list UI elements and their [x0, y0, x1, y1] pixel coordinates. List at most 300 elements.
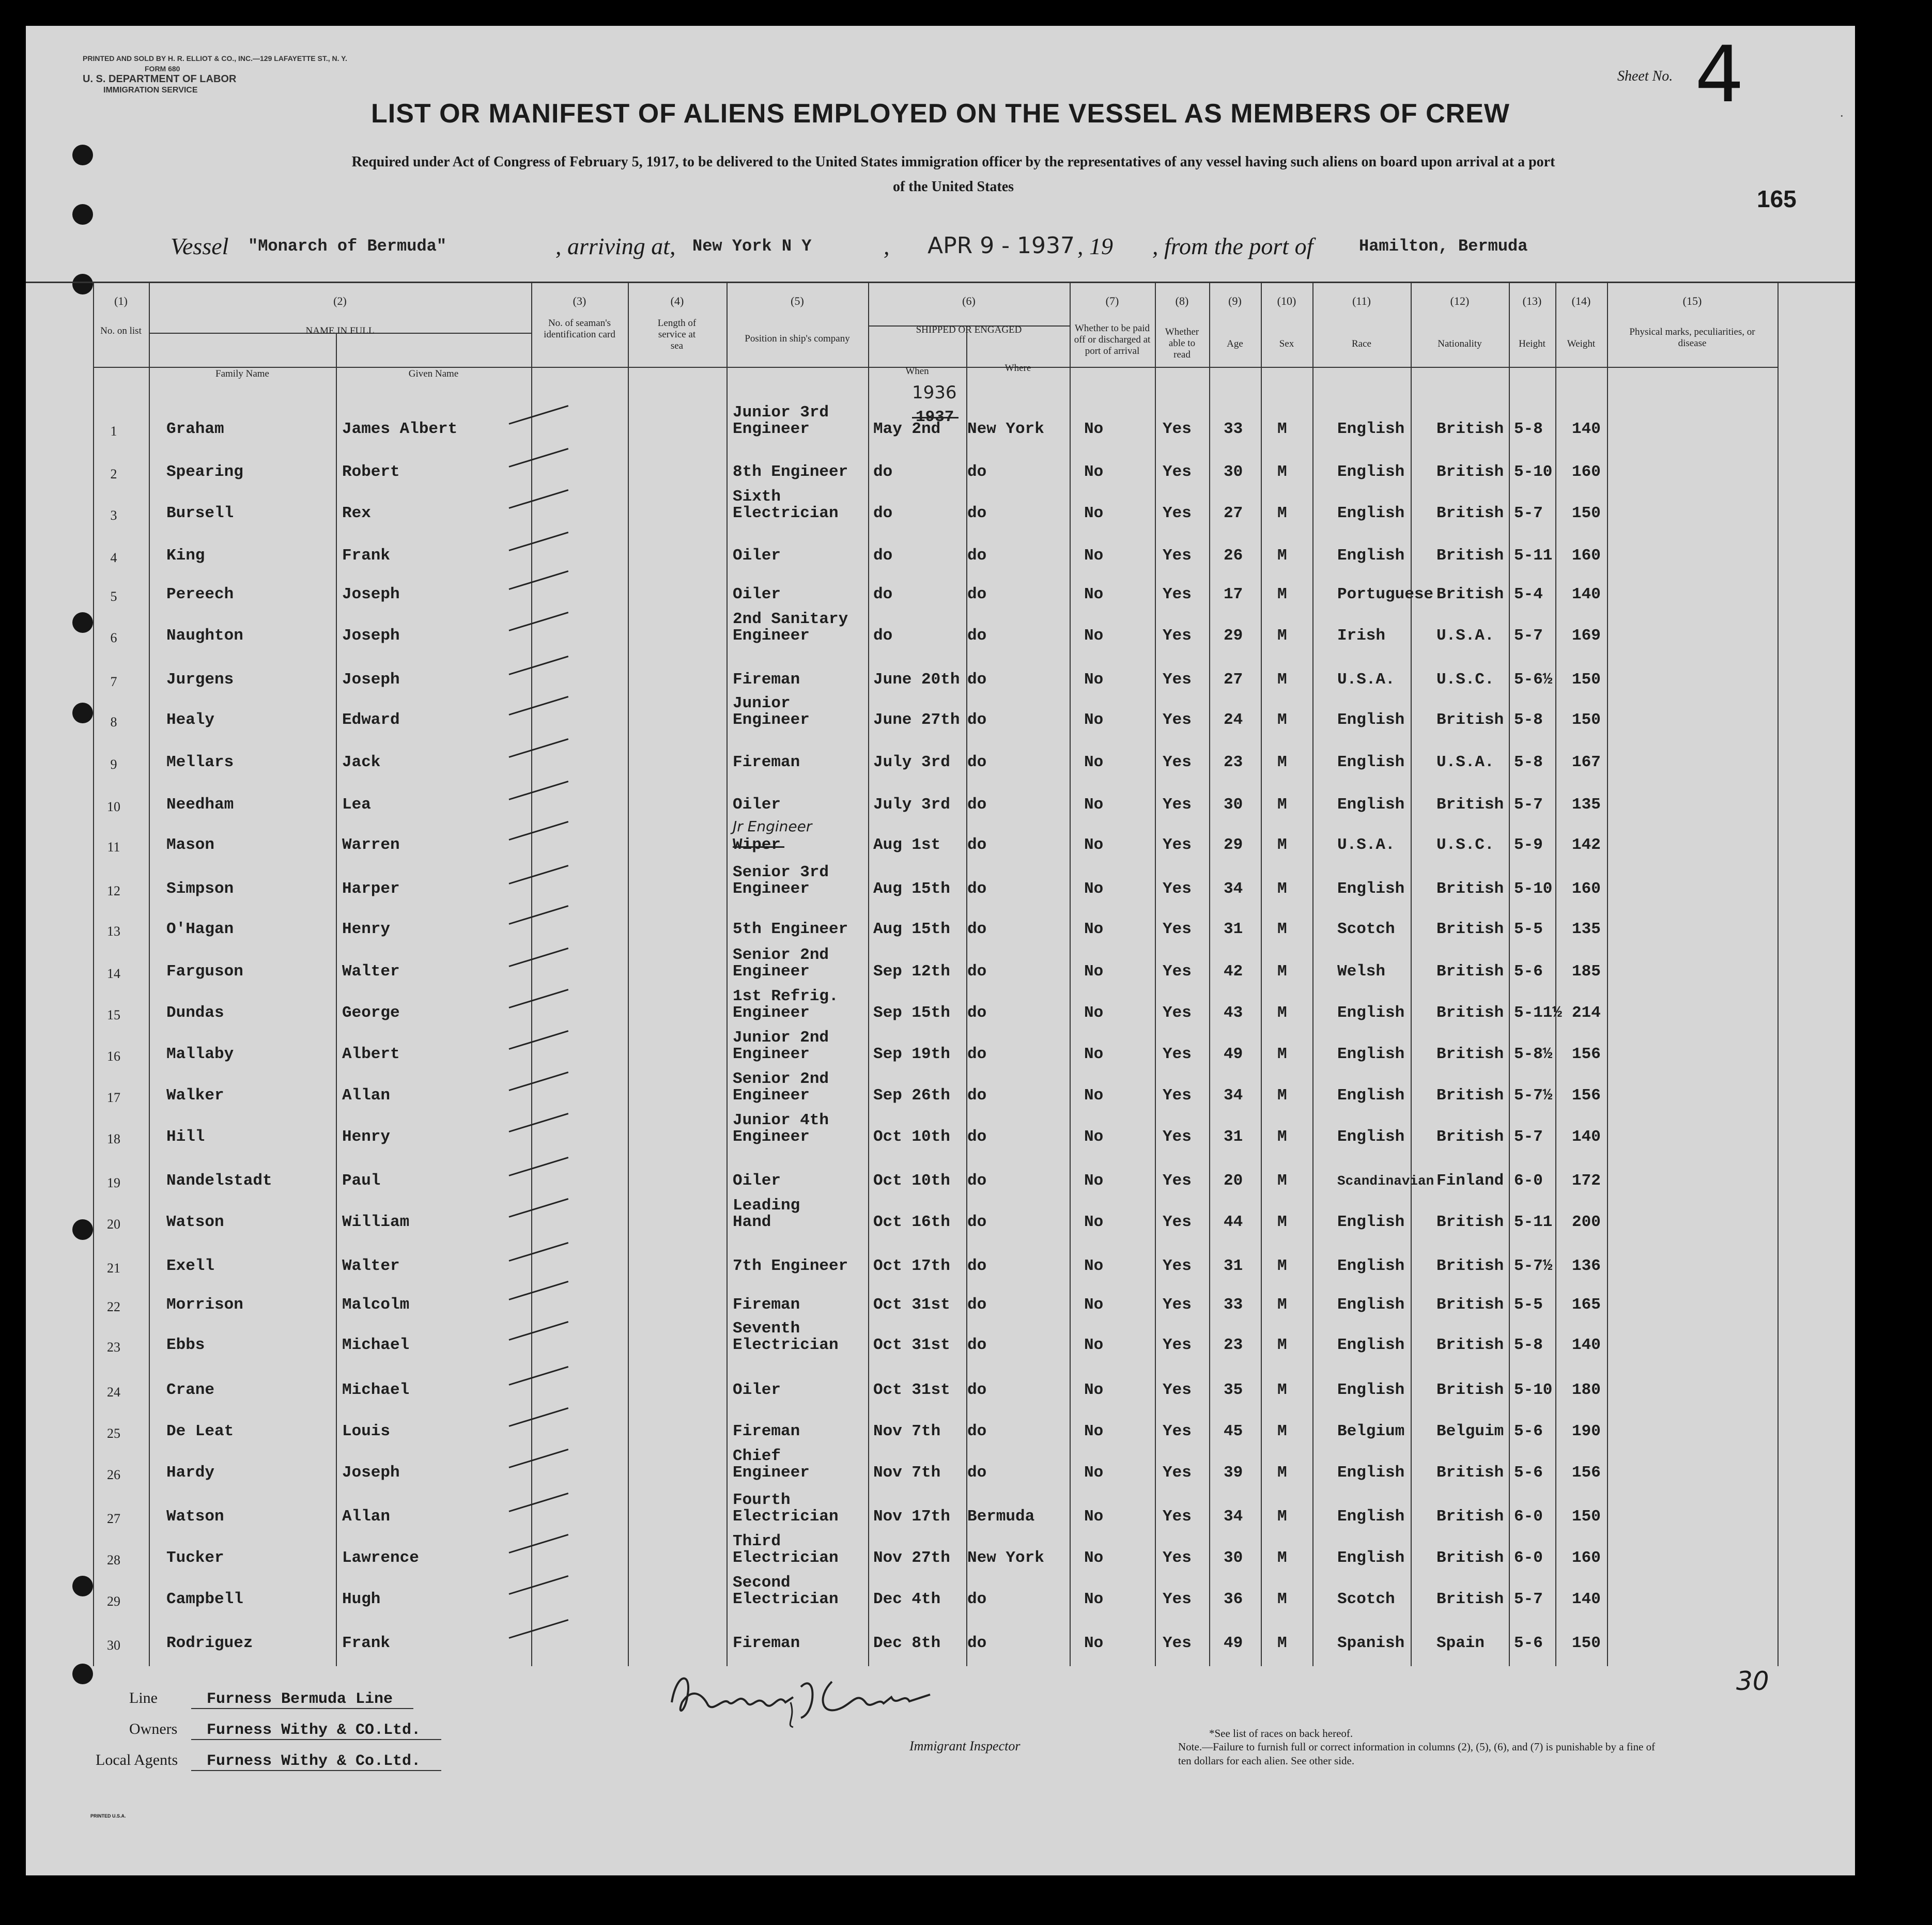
cell-paid: No — [1084, 1045, 1104, 1063]
cell-paid: No — [1084, 1213, 1104, 1231]
cell-weight: 142 — [1572, 836, 1601, 854]
cell-age: 26 — [1224, 547, 1243, 565]
cell-height: 5-11 — [1514, 547, 1553, 565]
table-row — [26, 537, 1855, 579]
cell-family: Hill — [166, 1128, 205, 1146]
year-label: , 19 — [1077, 233, 1113, 259]
cell-height: 5-11½ — [1514, 1004, 1563, 1022]
agents-value: Furness Withy & Co.Ltd. — [191, 1752, 441, 1771]
cell-height: 6-0 — [1514, 1172, 1543, 1190]
cell-age: 29 — [1224, 836, 1243, 854]
cell-pos1: Seventh — [733, 1319, 800, 1338]
cell-weight: 156 — [1572, 1045, 1601, 1063]
cell-given: Lawrence — [342, 1549, 419, 1567]
header-weight: Weight — [1567, 338, 1596, 349]
table-row — [26, 661, 1855, 703]
sheet-number-value: 4 — [1695, 30, 1744, 120]
cell-pos2: Oiler — [733, 585, 781, 603]
cell-race: English — [1337, 880, 1405, 898]
cell-where: do — [967, 1004, 987, 1022]
date-stamp: APR 9 - 1937 — [928, 232, 1075, 259]
cell-pos2: Engineer — [733, 880, 810, 898]
cell-read: Yes — [1163, 671, 1192, 689]
cell-when: Aug 1st — [873, 836, 941, 854]
row-number: 1 — [110, 424, 117, 439]
cell-age: 27 — [1224, 504, 1243, 522]
cell-where: do — [967, 1634, 987, 1652]
cell-pos2: Engineer — [733, 962, 810, 981]
cell-given: Paul — [342, 1172, 381, 1190]
handwritten-tally: 30 — [1736, 1666, 1769, 1696]
col-num: (11) — [1352, 294, 1371, 307]
cell-pos2: Engineer — [733, 420, 810, 438]
row-number: 3 — [110, 508, 117, 523]
sheet-number-label: Sheet No. — [1617, 68, 1673, 84]
cell-race: English — [1337, 504, 1405, 522]
id-card-tick-mark — [509, 1366, 569, 1386]
cell-age: 36 — [1224, 1590, 1243, 1608]
table-row — [26, 1625, 1855, 1666]
cell-family: Watson — [166, 1508, 224, 1526]
cell-given: Warren — [342, 836, 400, 854]
cell-sex: M — [1277, 1296, 1287, 1314]
table-row — [26, 1532, 1855, 1581]
cell-sex: M — [1277, 1336, 1287, 1354]
cell-nat: British — [1436, 1257, 1504, 1275]
cell-race: English — [1337, 1128, 1405, 1146]
cell-pos2: Engineer — [733, 1086, 810, 1105]
cell-race: English — [1337, 1257, 1405, 1275]
cell-read: Yes — [1163, 1045, 1192, 1063]
cell-pos1: Senior 3rd — [733, 863, 829, 881]
cell-age: 33 — [1224, 1296, 1243, 1314]
cell-family: Nandelstadt — [166, 1172, 272, 1190]
cell-where: do — [967, 627, 987, 645]
cell-weight: 214 — [1572, 1004, 1601, 1022]
cell-read: Yes — [1163, 1508, 1192, 1526]
header-length-service: Length of service at sea — [657, 318, 697, 351]
cell-sex: M — [1277, 880, 1287, 898]
cell-weight: 150 — [1572, 671, 1601, 689]
cell-when: June 20th — [873, 671, 960, 689]
cell-height: 5-10 — [1514, 1381, 1553, 1399]
cell-sex: M — [1277, 1464, 1287, 1482]
header-position: Position in ship's company — [745, 333, 850, 344]
cell-given: Lea — [342, 796, 371, 814]
agents-label: Local Agents — [96, 1751, 178, 1768]
cell-family: Bursell — [166, 504, 234, 522]
line-value: Furness Bermuda Line — [191, 1690, 413, 1709]
cell-when: Oct 16th — [873, 1213, 950, 1231]
cell-pos2: Fireman — [733, 1296, 800, 1314]
cell-height: 5-10 — [1514, 880, 1553, 898]
cell-nat: British — [1436, 463, 1504, 481]
cell-sex: M — [1277, 1549, 1287, 1567]
cell-when: Dec 4th — [873, 1590, 941, 1608]
cell-sex: M — [1277, 836, 1287, 854]
cell-pos2: 7th Engineer — [733, 1257, 848, 1275]
cell-pos2: Oiler — [733, 1381, 781, 1399]
cell-nat: British — [1436, 920, 1504, 938]
cell-paid: No — [1084, 1296, 1104, 1314]
cell-family: De Leat — [166, 1422, 234, 1440]
cell-height: 5-8 — [1514, 753, 1543, 771]
cell-given: Edward — [342, 711, 400, 729]
cell-paid: No — [1084, 920, 1104, 938]
table-row — [26, 1491, 1855, 1540]
page-title: LIST OR MANIFEST OF ALIENS EMPLOYED ON THE VESSEL AS MEMBERS OF CREW — [371, 99, 1510, 129]
header-when: When — [905, 366, 929, 377]
col-num: (3) — [573, 294, 586, 307]
cell-sex: M — [1277, 547, 1287, 565]
cell-pos1: Third — [733, 1532, 781, 1550]
cell-where: New York — [967, 420, 1044, 438]
cell-read: Yes — [1163, 1422, 1192, 1440]
cell-height: 5-5 — [1514, 920, 1543, 938]
row-number: 28 — [107, 1553, 120, 1567]
cell-read: Yes — [1163, 711, 1192, 729]
cell-given: Harper — [342, 880, 400, 898]
header-age: Age — [1227, 338, 1243, 349]
cell-pos1: Junior 3rd — [733, 403, 829, 422]
cell-height: 5-9 — [1514, 836, 1543, 854]
cell-sex: M — [1277, 1128, 1287, 1146]
cell-pos2: Electrician — [733, 504, 839, 522]
table-row — [26, 1372, 1855, 1413]
cell-nat: British — [1436, 880, 1504, 898]
cell-weight: 160 — [1572, 463, 1601, 481]
cell-pos2: Electrician — [733, 1549, 839, 1567]
cell-when: Sep 12th — [873, 962, 950, 981]
cell-when: July 3rd — [873, 753, 950, 771]
row-number: 24 — [107, 1385, 120, 1400]
cell-when: Sep 19th — [873, 1045, 950, 1063]
table-row — [26, 694, 1855, 743]
cell-where: do — [967, 920, 987, 938]
cell-when: do — [873, 504, 893, 522]
table-top-rule — [26, 282, 1855, 283]
table-row — [26, 1248, 1855, 1289]
cell-where: do — [967, 962, 987, 981]
cell-age: 24 — [1224, 711, 1243, 729]
cell-paid: No — [1084, 880, 1104, 898]
cell-weight: 180 — [1572, 1381, 1601, 1399]
cell-when: Nov 27th — [873, 1549, 950, 1567]
cell-read: Yes — [1163, 1336, 1192, 1354]
cell-weight: 140 — [1572, 1128, 1601, 1146]
header-marks: Physical marks, peculiarities, or disease — [1629, 327, 1755, 349]
cell-sex: M — [1277, 1508, 1287, 1526]
cell-pos2: Engineer — [733, 1045, 810, 1063]
cell-where: do — [967, 504, 987, 522]
table-row — [26, 454, 1855, 495]
table-row — [26, 1162, 1855, 1204]
cell-sex: M — [1277, 671, 1287, 689]
footer-line-row — [129, 1689, 413, 1708]
cell-nat: British — [1436, 1590, 1504, 1608]
cell-nat: U.S.A. — [1436, 627, 1494, 645]
cell-weight: 150 — [1572, 504, 1601, 522]
row-number: 2 — [110, 467, 117, 482]
cell-race: Spanish — [1337, 1634, 1405, 1652]
cell-age: 39 — [1224, 1464, 1243, 1482]
id-card-tick-mark — [509, 405, 569, 425]
cell-sex: M — [1277, 1634, 1287, 1652]
cell-given: Henry — [342, 920, 391, 938]
cell-family: Mason — [166, 836, 215, 854]
cell-paid: No — [1084, 962, 1104, 981]
cell-sex: M — [1277, 504, 1287, 522]
subtitle — [165, 150, 1741, 199]
cell-nat: Spain — [1436, 1634, 1485, 1652]
cell-when: Oct 31st — [873, 1296, 950, 1314]
cell-when: Oct 31st — [873, 1381, 950, 1399]
cell-pos1: Chief — [733, 1447, 781, 1465]
subtitle-line-2: of the United States — [892, 179, 1014, 195]
cell-paid: No — [1084, 1590, 1104, 1608]
from-port: Hamilton, Bermuda — [1359, 237, 1528, 256]
header-family-name: Family Name — [215, 368, 269, 379]
race-note: *See list of races on back hereof. — [1209, 1727, 1353, 1740]
cell-nat: British — [1436, 1128, 1504, 1146]
table-row — [26, 1447, 1855, 1496]
row-number: 18 — [107, 1131, 120, 1146]
header-where: Where — [1004, 363, 1031, 374]
cell-pos2: Electrician — [733, 1336, 839, 1354]
cell-race: English — [1337, 1045, 1405, 1063]
table-row — [26, 1286, 1855, 1328]
cell-where: do — [967, 1128, 987, 1146]
table-row — [26, 987, 1855, 1036]
cell-nat: British — [1436, 1464, 1504, 1482]
cell-height: 5-8 — [1514, 420, 1543, 438]
cell-when: Oct 10th — [873, 1172, 950, 1190]
cell-when: Aug 15th — [873, 880, 950, 898]
cell-race: English — [1337, 420, 1405, 438]
table-row — [26, 1574, 1855, 1622]
row-number: 7 — [110, 674, 117, 689]
cell-weight: 156 — [1572, 1464, 1601, 1482]
cell-when: Sep 15th — [873, 1004, 950, 1022]
header-shipped: SHIPPED OR ENGAGED — [916, 324, 1022, 335]
penalty-note: Note.—Failure to furnish full or correct information in columns (2), (5), (6), and (7) is punishable by a fine of ten dollars for each alien. See other side. — [1178, 1741, 1656, 1767]
cell-age: 34 — [1224, 1086, 1243, 1105]
cell-given: Joseph — [342, 585, 400, 603]
cell-family: O'Hagan — [166, 920, 234, 938]
subtitle-line-1: Required under Act of Congress of February 5, 1917, to be delivered to the United States immigration officer by the representatives of any vessel having such aliens on board upon arrival at a port — [351, 154, 1555, 170]
row-number: 29 — [107, 1594, 120, 1609]
arriving-port: New York N Y — [692, 237, 812, 256]
cell-race: Scotch — [1337, 1590, 1395, 1608]
cell-height: 5-7½ — [1514, 1257, 1553, 1275]
cell-family: Spearing — [166, 463, 243, 481]
table-row — [26, 744, 1855, 785]
typed-year: 1937 — [916, 408, 954, 426]
cell-given: Walter — [342, 962, 400, 981]
cell-race: English — [1337, 1464, 1405, 1482]
table-row — [26, 786, 1855, 828]
cell-age: 34 — [1224, 1508, 1243, 1526]
cell-family: Tucker — [166, 1549, 224, 1567]
cell-when: do — [873, 627, 893, 645]
cell-nat: British — [1436, 1296, 1504, 1314]
cell-pos2: Engineer — [733, 711, 810, 729]
cell-family: Needham — [166, 796, 234, 814]
line-label: Line — [129, 1689, 158, 1706]
col-num: (9) — [1228, 294, 1242, 307]
cell-family: Campbell — [166, 1590, 243, 1608]
cell-pos2: Hand — [733, 1213, 771, 1231]
cell-when: do — [873, 463, 893, 481]
cell-pos1: Jr Engineer — [733, 818, 812, 835]
cell-family: Pereech — [166, 585, 234, 603]
cell-read: Yes — [1163, 420, 1192, 438]
service-name: IMMIGRATION SERVICE — [103, 86, 198, 95]
cell-weight: 140 — [1572, 1336, 1601, 1354]
cell-race: English — [1337, 1336, 1405, 1354]
row-number: 4 — [110, 550, 117, 565]
cell-family: Naughton — [166, 627, 243, 645]
manifest-sheet — [26, 26, 1855, 1875]
cell-height: 5-7 — [1514, 796, 1543, 814]
cell-pos1: Leading — [733, 1197, 800, 1215]
inspector-label: Immigrant Inspector — [909, 1738, 1021, 1753]
cell-where: do — [967, 671, 987, 689]
cell-height: 5-10 — [1514, 463, 1553, 481]
cell-given: Joseph — [342, 627, 400, 645]
cell-pos2: Fireman — [733, 1422, 800, 1440]
cell-sex: M — [1277, 1045, 1287, 1063]
cell-pos1: Junior 4th — [733, 1111, 829, 1129]
cell-paid: No — [1084, 627, 1104, 645]
cell-pos1: Sixth — [733, 488, 781, 506]
cell-sex: M — [1277, 711, 1287, 729]
cell-where: do — [967, 1172, 987, 1190]
cell-weight: 136 — [1572, 1257, 1601, 1275]
cell-age: 29 — [1224, 627, 1243, 645]
cell-weight: 172 — [1572, 1172, 1601, 1190]
cell-age: 30 — [1224, 463, 1243, 481]
cell-read: Yes — [1163, 1549, 1192, 1567]
cell-nat: British — [1436, 420, 1504, 438]
cell-height: 5-7½ — [1514, 1086, 1553, 1105]
owners-label: Owners — [129, 1720, 178, 1737]
cell-when: May 2nd — [873, 420, 941, 438]
cell-given: Michael — [342, 1336, 410, 1354]
cell-age: 23 — [1224, 1336, 1243, 1354]
cell-weight: 185 — [1572, 962, 1601, 981]
comma: , — [884, 233, 890, 259]
cell-sex: M — [1277, 1086, 1287, 1105]
header-name-in-full: NAME IN FULL — [305, 325, 375, 336]
cell-where: do — [967, 1045, 987, 1063]
cell-nat: British — [1436, 547, 1504, 565]
header-race: Race — [1352, 338, 1371, 349]
cell-height: 5-7 — [1514, 1128, 1543, 1146]
table-row — [26, 1197, 1855, 1245]
cell-height: 5-6 — [1514, 1634, 1543, 1652]
cell-pos2: 5th Engineer — [733, 920, 848, 938]
cell-family: Healy — [166, 711, 215, 729]
cell-where: do — [967, 836, 987, 854]
cell-where: do — [967, 1464, 987, 1482]
cell-pos2: Engineer — [733, 1004, 810, 1022]
cell-race: English — [1337, 547, 1405, 565]
cell-where: do — [967, 753, 987, 771]
cell-read: Yes — [1163, 1213, 1192, 1231]
cell-age: 31 — [1224, 920, 1243, 938]
header-no-on-list: No. on list — [100, 325, 142, 336]
cell-when: do — [873, 547, 893, 565]
cell-given: Frank — [342, 547, 391, 565]
col-num: (10) — [1277, 294, 1296, 307]
printed-mark: PRINTED U.S.A. — [90, 1813, 126, 1819]
cell-pos1: Senior 2nd — [733, 946, 829, 964]
cell-paid: No — [1084, 1508, 1104, 1526]
cell-given: James Albert — [342, 420, 458, 438]
footer-agents-row — [96, 1751, 441, 1770]
binder-hole — [72, 274, 93, 294]
cell-height: 5-8 — [1514, 711, 1543, 729]
cell-family: Rodriguez — [166, 1634, 253, 1652]
col-num: (6) — [962, 294, 976, 307]
cell-pos1: Senior 2nd — [733, 1070, 829, 1088]
cell-where: do — [967, 1422, 987, 1440]
col-num: (4) — [670, 294, 684, 307]
cell-where: do — [967, 585, 987, 603]
cell-family: Watson — [166, 1213, 224, 1231]
cell-read: Yes — [1163, 627, 1192, 645]
cell-weight: 167 — [1572, 753, 1601, 771]
cell-sex: M — [1277, 1590, 1287, 1608]
cell-race: English — [1337, 711, 1405, 729]
header-id-card: No. of seaman's identification card — [544, 318, 615, 340]
cell-pos1: Second — [733, 1574, 791, 1592]
cell-height: 5-6 — [1514, 1464, 1543, 1482]
cell-age: 34 — [1224, 880, 1243, 898]
cell-where: do — [967, 1296, 987, 1314]
cell-pos2: Engineer — [733, 627, 810, 645]
cell-nat: British — [1436, 1004, 1504, 1022]
cell-read: Yes — [1163, 796, 1192, 814]
cell-pos1: Junior 2nd — [733, 1029, 829, 1047]
cell-age: 27 — [1224, 671, 1243, 689]
table-row — [26, 1111, 1855, 1160]
row-number: 25 — [107, 1426, 120, 1441]
cell-where: do — [967, 1590, 987, 1608]
cell-given: William — [342, 1213, 410, 1231]
cell-age: 43 — [1224, 1004, 1243, 1022]
cell-weight: 150 — [1572, 1634, 1601, 1652]
cell-weight: 150 — [1572, 711, 1601, 729]
col-num: (5) — [791, 294, 804, 307]
cell-given: Albert — [342, 1045, 400, 1063]
cell-given: Joseph — [342, 1464, 400, 1482]
cell-where: New York — [967, 1549, 1044, 1567]
department-name: U. S. DEPARTMENT OF LABOR — [83, 73, 237, 85]
cell-read: Yes — [1163, 585, 1192, 603]
cell-race: English — [1337, 1086, 1405, 1105]
cell-where: do — [967, 1336, 987, 1354]
binder-hole — [72, 204, 93, 225]
cell-family: Farguson — [166, 962, 243, 981]
row-number: 8 — [110, 715, 117, 729]
cell-age: 30 — [1224, 1549, 1243, 1567]
cell-pos2: Fireman — [733, 1634, 800, 1652]
cell-pos2: Oiler — [733, 796, 781, 814]
cell-nat: British — [1436, 585, 1504, 603]
cell-read: Yes — [1163, 1464, 1192, 1482]
